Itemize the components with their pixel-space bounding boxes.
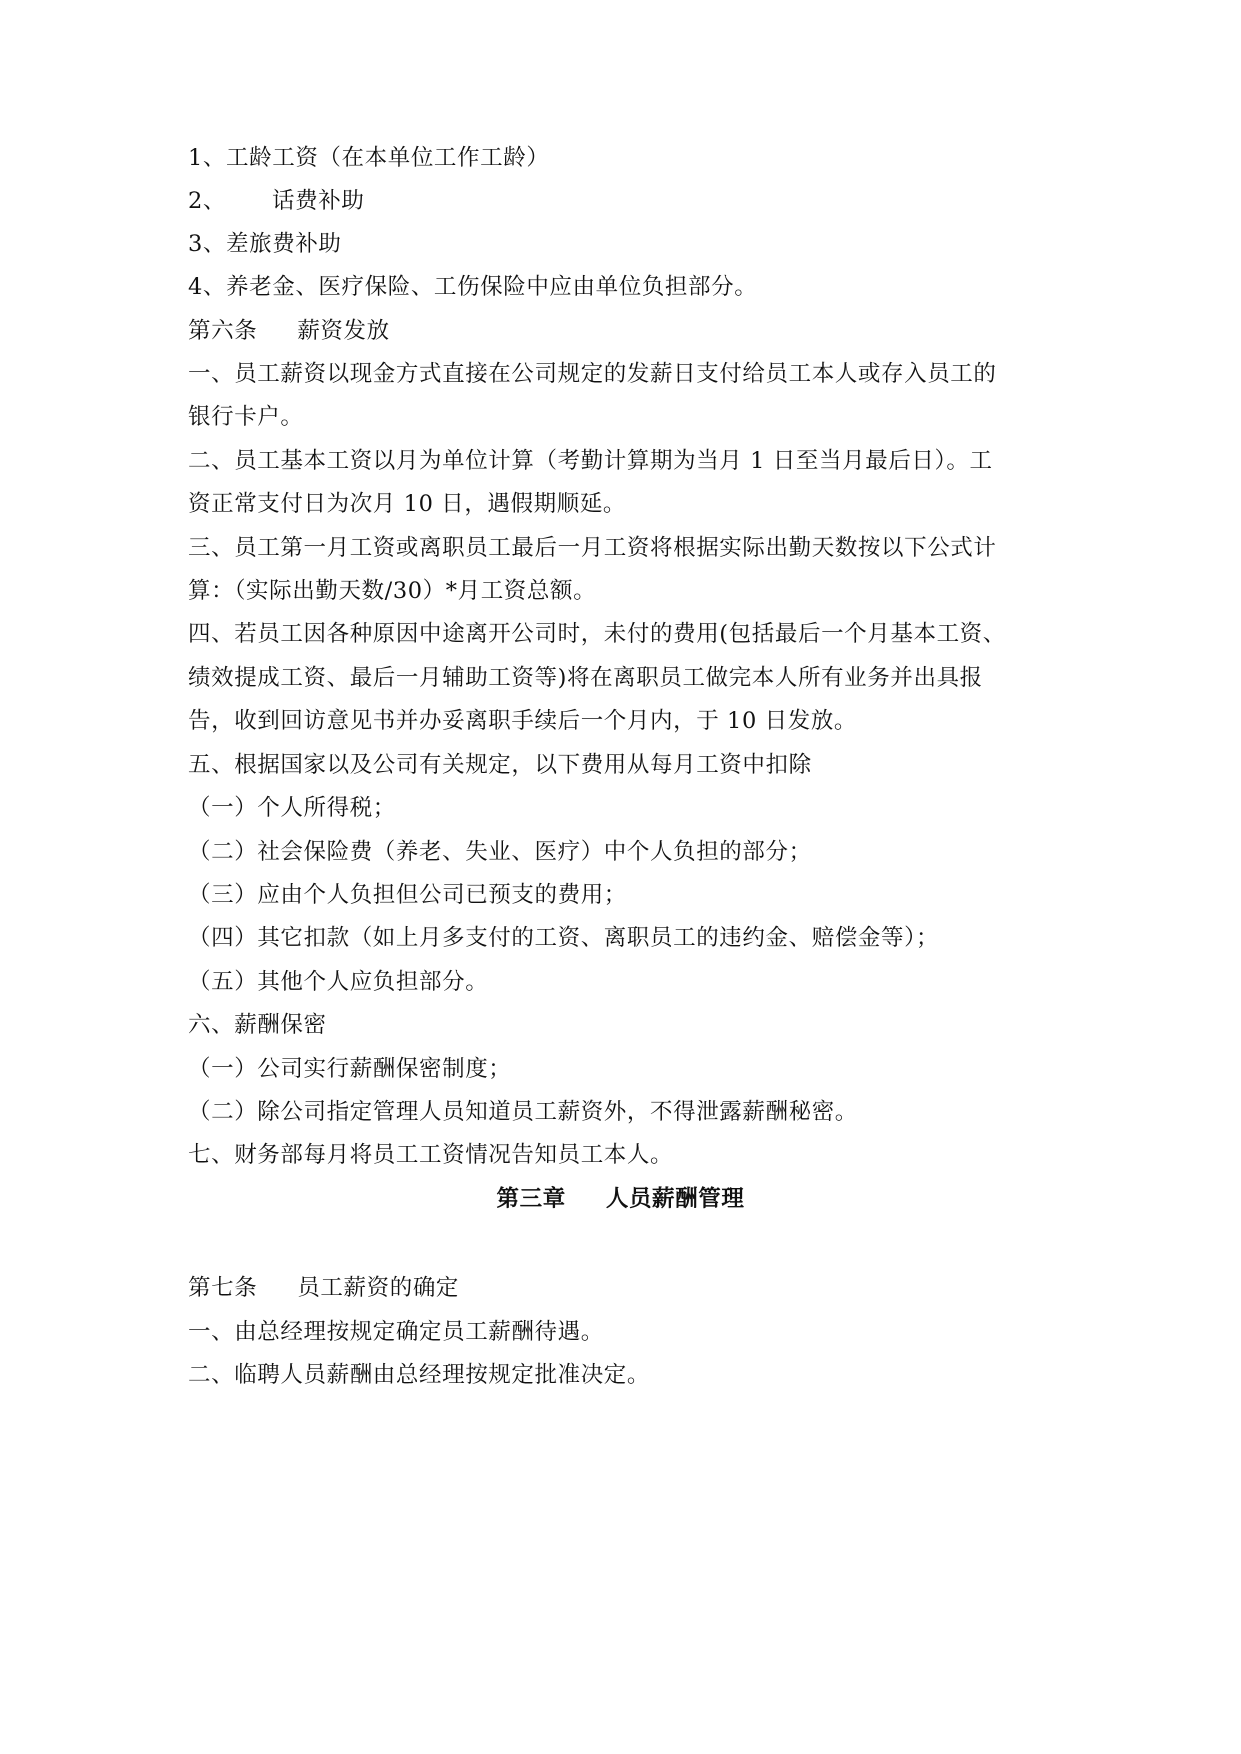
text-line: （三）应由个人负担但公司已预支的费用； bbox=[188, 882, 627, 908]
paragraph-line bbox=[188, 576, 596, 606]
allowance-item-3 bbox=[188, 229, 342, 259]
list-item bbox=[188, 1054, 511, 1084]
chapter-heading bbox=[0, 1184, 1241, 1214]
text-line: 算：（实际出勤天数/30）*月工资总额。 bbox=[188, 578, 597, 604]
text-line: 话费补助 bbox=[272, 188, 365, 214]
text-line: 一、员工薪资以现金方式直接在公司规定的发薪日支付给员工本人或存入员工的 bbox=[188, 361, 997, 387]
article-7-heading bbox=[188, 1273, 459, 1303]
chapter-title: 人员薪酬管理 bbox=[605, 1186, 745, 1212]
text-line: （二）社会保险费（养老、失业、医疗）中个人负担的部分； bbox=[188, 839, 812, 865]
article-6-heading bbox=[188, 316, 390, 346]
text-line: 资正常支付日为次月 10 日，遇假期顺延。 bbox=[188, 491, 627, 517]
article-title: 薪资发放 bbox=[297, 318, 390, 344]
list-item bbox=[188, 793, 396, 823]
text-line: 3、差旅费补助 bbox=[188, 231, 342, 257]
list-item bbox=[188, 923, 939, 953]
list-item bbox=[188, 880, 627, 910]
paragraph-line bbox=[188, 663, 983, 693]
allowance-item-4 bbox=[188, 272, 757, 302]
paragraph-line bbox=[188, 446, 993, 476]
chapter-number: 第三章 bbox=[496, 1186, 566, 1212]
paragraph-line bbox=[188, 1317, 604, 1347]
text-line: 四、若员工因各种原因中途离开公司时，未付的费用(包括最后一个月基本工资、 bbox=[188, 621, 1006, 647]
text-line: （四）其它扣款（如上月多支付的工资、离职员工的违约金、赔偿金等）； bbox=[188, 925, 940, 951]
paragraph-line bbox=[188, 706, 857, 736]
text-line: 银行卡户。 bbox=[188, 404, 304, 430]
paragraph-line bbox=[188, 533, 997, 563]
text-line: 一、由总经理按规定确定员工薪酬待遇。 bbox=[188, 1319, 604, 1345]
text-line: （五）其他个人应负担部分。 bbox=[188, 969, 489, 995]
text-line: 二、临聘人员薪酬由总经理按规定批准决定。 bbox=[188, 1362, 651, 1388]
item-number: 2、 bbox=[188, 188, 227, 214]
article-title: 员工薪资的确定 bbox=[297, 1275, 460, 1301]
text-line: 告，收到回访意见书并办妥离职手续后一个月内，于 10 日发放。 bbox=[188, 708, 858, 734]
paragraph-line bbox=[188, 1140, 673, 1170]
article-number: 第七条 bbox=[188, 1275, 258, 1301]
paragraph-line bbox=[188, 750, 812, 780]
allowance-item-2 bbox=[188, 186, 364, 216]
text-line: 三、员工第一月工资或离职员工最后一月工资将根据实际出勤天数按以下公式计 bbox=[188, 535, 997, 561]
text-line: 二、员工基本工资以月为单位计算（考勤计算期为当月 1 日至当月最后日）。工 bbox=[188, 448, 993, 474]
text-line: 五、根据国家以及公司有关规定，以下费用从每月工资中扣除 bbox=[188, 752, 812, 778]
text-line: 六、薪酬保密 bbox=[188, 1012, 327, 1038]
paragraph-line bbox=[188, 619, 1006, 649]
paragraph-line bbox=[188, 359, 997, 389]
paragraph-line bbox=[188, 489, 626, 519]
text-line: （一）公司实行薪酬保密制度； bbox=[188, 1056, 512, 1082]
text-line: 4、养老金、医疗保险、工伤保险中应由单位负担部分。 bbox=[188, 274, 758, 300]
paragraph-line bbox=[188, 1360, 650, 1390]
text-line: （一）个人所得税； bbox=[188, 795, 396, 821]
list-item bbox=[188, 837, 812, 867]
list-item bbox=[188, 1097, 858, 1127]
text-line: （二）除公司指定管理人员知道员工薪资外，不得泄露薪酬秘密。 bbox=[188, 1099, 858, 1125]
paragraph-line bbox=[188, 1010, 327, 1040]
allowance-item-1 bbox=[188, 143, 549, 173]
paragraph-line bbox=[188, 402, 304, 432]
article-number: 第六条 bbox=[188, 318, 258, 344]
text-line: 七、财务部每月将员工工资情况告知员工本人。 bbox=[188, 1142, 674, 1168]
text-line: 绩效提成工资、最后一月辅助工资等)将在离职员工做完本人所有业务并出具报 bbox=[188, 665, 983, 691]
text-line: 1、工龄工资（在本单位工作工龄） bbox=[188, 145, 550, 171]
list-item bbox=[188, 967, 488, 997]
